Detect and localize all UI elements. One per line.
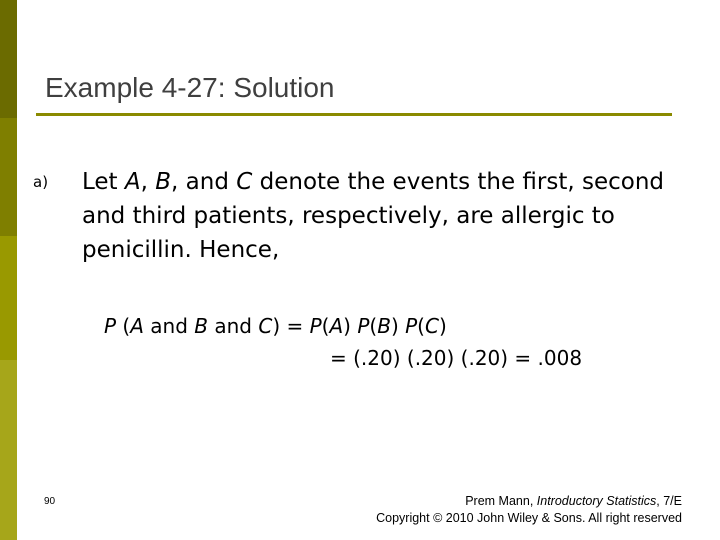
event-b: B	[155, 169, 172, 195]
text: (	[417, 314, 425, 338]
text: (	[116, 314, 131, 338]
event-b: B	[377, 314, 391, 338]
book-title: Introductory Statistics	[536, 494, 657, 508]
formula-line-2: = (.20) (.20) (.20) = .008	[330, 346, 583, 370]
text: )	[390, 314, 406, 338]
prob-symbol: P	[357, 314, 370, 338]
sidebar-segment	[0, 118, 17, 236]
probability-formula	[104, 310, 582, 374]
text: )	[343, 314, 358, 338]
sidebar-decoration	[0, 0, 17, 540]
text: (	[369, 314, 378, 338]
event-b: B	[194, 314, 208, 338]
event-a: A	[329, 314, 344, 338]
text: Let	[82, 169, 125, 195]
text: and	[208, 314, 259, 338]
footer-citation	[376, 493, 682, 510]
footer-credits	[376, 493, 682, 527]
text: ,	[140, 169, 156, 195]
prob-symbol: P	[309, 314, 322, 338]
prob-symbol: P	[104, 314, 117, 338]
text: , and	[171, 169, 237, 195]
text: and	[143, 314, 195, 338]
sidebar-segment	[0, 360, 17, 540]
event-a: A	[130, 314, 144, 338]
solution-paragraph	[82, 165, 702, 267]
prob-symbol: P	[405, 314, 418, 338]
slide-title: Example 4-27: Solution	[45, 72, 335, 103]
event-c: C	[236, 169, 253, 195]
text: (	[321, 314, 330, 338]
text: )	[438, 314, 447, 338]
sidebar-segment	[0, 0, 17, 118]
formula-line-1	[104, 314, 447, 338]
title-underline	[36, 113, 672, 116]
event-a: A	[124, 169, 141, 195]
event-c: C	[424, 314, 439, 338]
slide-number: 90	[44, 496, 56, 507]
event-c: C	[258, 314, 273, 338]
text: denote the events the first, second and third patients, respectively, are allergic to penicillin. Hence,	[82, 169, 665, 263]
list-marker: a)	[33, 173, 49, 191]
text: ) =	[272, 314, 310, 338]
text: Prem Mann,	[465, 494, 537, 508]
sidebar-segment	[0, 236, 17, 360]
text: , 7/E	[656, 494, 682, 508]
footer-copyright: Copyright © 2010 John Wiley & Sons. All right reserved	[376, 511, 682, 525]
